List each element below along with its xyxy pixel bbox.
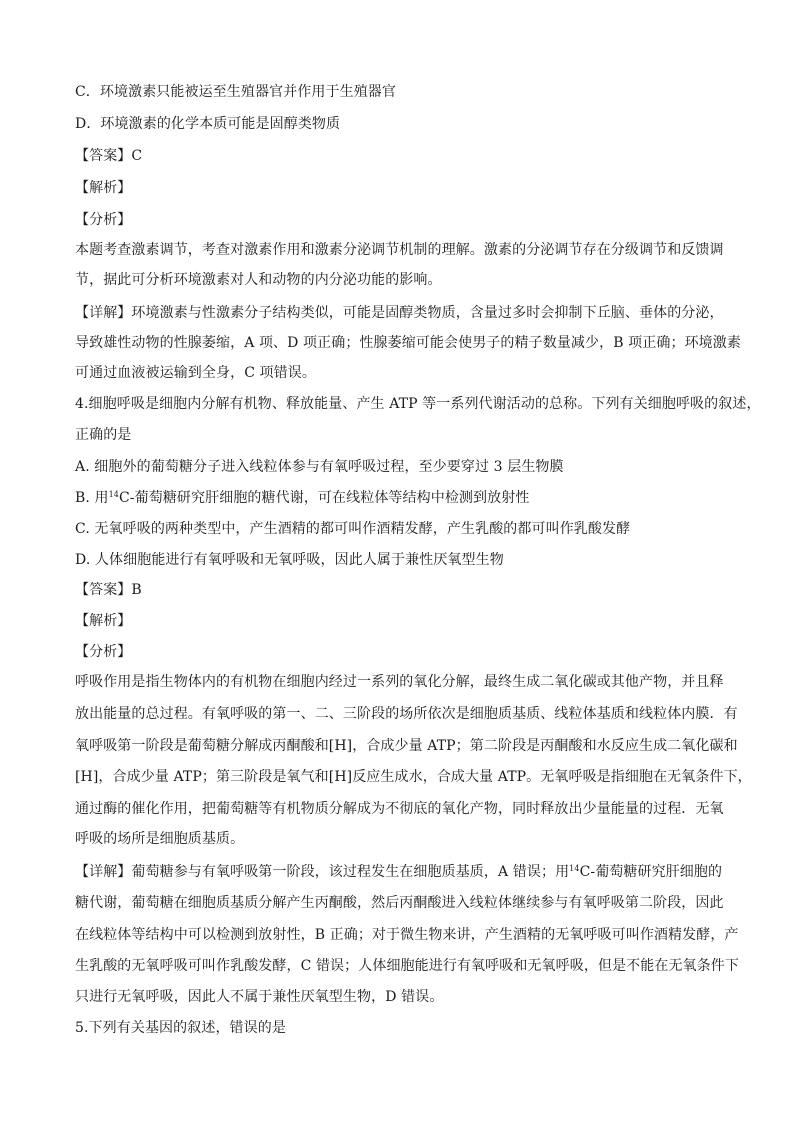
q3-detail-line-2: 导致雄性动物的性腺萎缩，A 项、D 项正确；性腺萎缩可能会使男子的精子数量减少，B 项正确；环境激素 <box>75 335 741 351</box>
q4-analysis-line-5: 通过酶的催化作用，把葡萄糖等有机物质分解成为不彻底的氧化产物，同时释放出少量能量的过程．无氧 <box>75 801 724 817</box>
q3-detail-line-3: 可通过血液被运输到全身，C 项错误。 <box>75 365 316 381</box>
q4-option-a: A. 细胞外的葡萄糖分子进入线粒体参与有氧呼吸过程，至少要穿过 3 层生物膜 <box>75 459 564 475</box>
q5-stem: 5.下列有关基因的叙述，错误的是 <box>75 1020 286 1036</box>
q3-option-d: D．环境激素的化学本质可能是固醇类物质 <box>75 116 341 132</box>
q4-detail-line-5: 只进行无氧呼吸，因此人不属于兼性厌氧型生物，D 错误。 <box>75 989 444 1005</box>
answer-value: C <box>131 148 143 164</box>
q4-detail-line-3: 在线粒体等结构中可以检测到放射性，B 正确；对于微生物来讲，产生酒精的无氧呼吸可叫作酒精发酵，产 <box>75 927 739 943</box>
answer-tag: 【答案】 <box>75 148 132 164</box>
q3-fenxi-heading: 【分析】 <box>75 212 132 228</box>
q4-analysis-line-4: [H]，合成少量 ATP；第三阶段是氧气和[H]反应生成水，合成大量 ATP。无氧呼吸是指细胞在无氧条件下， <box>75 769 752 785</box>
q3-answer <box>75 146 142 166</box>
q3-analysis-line-1: 本题考查激素调节，考查对激素作用和激素分泌调节机制的理解。激素的分泌调节存在分级调节和反馈调 <box>75 242 724 258</box>
q4-detail-line-4: 生乳酸的无氧呼吸可叫作乳酸发酵，C 错误；人体细胞能进行有氧呼吸和无氧呼吸，但是不能在无氧条件下 <box>75 958 739 974</box>
isotope-superscript: 14 <box>569 864 580 873</box>
answer-tag: 【答案】 <box>75 582 132 598</box>
answer-value: B <box>131 582 142 598</box>
detail-tag: 【详解】 <box>75 305 132 321</box>
q4-analysis-line-3: 氧呼吸第一阶段是葡萄糖分解成丙酮酸和[H]，合成少量 ATP；第二阶段是丙酮酸和水反应生成二氧化碳和 <box>75 738 738 754</box>
q4-analysis-line-1: 呼吸作用是指生物体内的有机物在细胞内经过一系列的氧化分解，最终生成二氧化碳或其他产物，并且释 <box>75 674 724 690</box>
q3-option-c: C．环境激素只能被运至生殖器官并作用于生殖器官 <box>75 84 397 100</box>
isotope-superscript: 14 <box>108 490 119 499</box>
q3-jiexi-heading: 【解析】 <box>75 180 132 196</box>
q4-fenxi-heading: 【分析】 <box>75 644 132 660</box>
q4-option-d: D. 人体细胞能进行有氧呼吸和无氧呼吸，因此人属于兼性厌氧型生物 <box>75 552 504 568</box>
q4-answer <box>75 580 142 600</box>
q3-analysis-line-2: 节，据此可分析环境激素对人和动物的内分泌功能的影响。 <box>75 272 442 288</box>
q4-option-c: C. 无氧呼吸的两种类型中，产生酒精的都可叫作酒精发酵，产生乳酸的都可叫作乳酸发酵 <box>75 521 631 537</box>
q4-detail-line-1: 【详解】葡萄糖参与有氧呼吸第一阶段，该过程发生在细胞质基质，A 错误；用$^{14}$C-葡萄糖研究肝细胞的 <box>75 864 723 880</box>
q4-analysis-line-6: 呼吸的场所是细胞质基质。 <box>75 831 245 847</box>
q4-option-b: B. 用$^{14}$C-葡萄糖研究肝细胞的糖代谢，可在线粒体等结构中检测到放射性 <box>75 490 530 506</box>
q4-jiexi-heading: 【解析】 <box>75 613 132 629</box>
q4-stem-line-1: 4.细胞呼吸是细胞内分解有机物、释放能量、产生 ATP 等一系列代谢活动的总称。下列有关细胞呼吸的叙述， <box>75 396 761 412</box>
q4-analysis-line-2: 放出能量的总过程。有氧呼吸的第一、二、三阶段的场所依次是细胞质基质、线粒体基质和线粒体内膜．有 <box>75 706 738 722</box>
q4-stem-line-2: 正确的是 <box>75 427 132 443</box>
detail-tag: 【详解】 <box>75 864 132 880</box>
q4-detail-line-2: 糖代谢，葡萄糖在细胞质基质分解产生丙酮酸，然后丙酮酸进入线粒体继续参与有氧呼吸第二阶段，因此 <box>75 895 724 911</box>
q3-detail-line-1: 【详解】环境激素与性激素分子结构类似，可能是固醇类物质，含量过多时会抑制下丘脑、垂体的分泌， <box>75 305 724 321</box>
